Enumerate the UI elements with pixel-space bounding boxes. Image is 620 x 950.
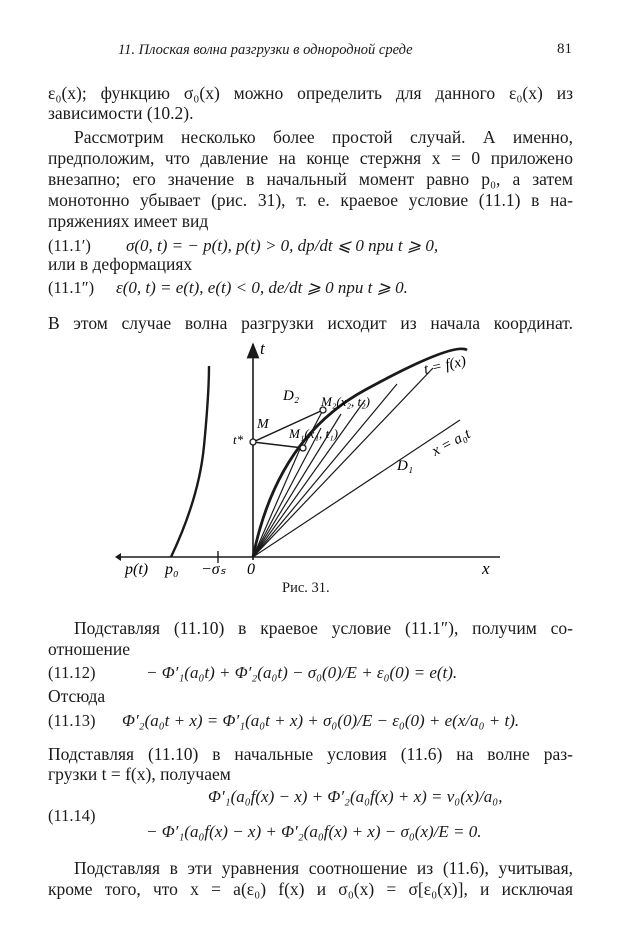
x-axis-label: x	[482, 559, 490, 578]
otsyuda-line: Отсюда	[48, 686, 106, 706]
t-axis-label: t	[260, 339, 265, 358]
para1-line2: зависимости (10.2).	[48, 103, 194, 123]
para6-line2: кроме того, что x = a(ε₀) f(x) и σ₀(x) = σ[ε₀(x)], и исключая	[48, 879, 573, 899]
para4-line1: Подставляя (11.10) в краевое условие (11.1″), получим со-	[74, 618, 573, 638]
figure-31	[115, 338, 515, 598]
eq-11-1p-body: σ(0, t) = − p(t), p(t) > 0, dp/dt ⩽ 0 при t ⩾ 0,	[126, 236, 439, 255]
characteristic-line	[253, 400, 365, 557]
para2-line3: внезапно; его значение в начальный момент равно p₀, а затем	[48, 169, 573, 189]
para5-line1: Подставляя (11.10) в начальные условия (11.6) на волне раз-	[48, 744, 573, 764]
eq-11-1pp-number: (11.1″)	[48, 278, 95, 297]
point-m1-label: M₁(x₁, t₁)	[289, 426, 338, 441]
para2-line1: Рассмотрим несколько более простой случай. А именно,	[74, 127, 573, 147]
region-d1-label: D₁	[397, 458, 414, 474]
eq-11-1pp-body: ε(0, t) = e(t), e(t) < 0, de/dt ⩾ 0 при t ⩾ 0.	[116, 278, 408, 297]
origin-label: 0	[247, 561, 255, 578]
para1-line1: ε₀(x); функцию σ₀(x) можно определить для данного ε₀(x) из	[48, 83, 573, 103]
line-x-a0t	[253, 420, 460, 557]
segment-m-m1	[253, 442, 303, 448]
running-header: 11. Плоская волна разгрузки в однородной среде	[118, 42, 413, 58]
eq-11-12-body: − Φ′₁(a₀t) + Φ′₂(a₀t) − σ₀(0)/E + ε₀(0) = e(t).	[146, 663, 458, 682]
eq-11-13-body: Φ′₂(a₀t + x) = Φ′₁(a₀t + x) + σ₀(0)/E − ε₀(0) + e(x/a₀ + t).	[122, 711, 520, 730]
deform-line: или в деформациях	[48, 254, 193, 274]
p0-label: p₀	[165, 561, 179, 578]
para4-line2: отношение	[48, 639, 131, 659]
para2-line5: пряжениях имеет вид	[48, 211, 209, 231]
region-d2-label: D₂	[283, 388, 300, 404]
para5-line2: грузки t = f(x), получаем	[48, 764, 231, 784]
para6-line1: Подставляя в эти уравнения соотношение из (11.6), учитывая,	[74, 858, 573, 878]
eq-11-14-number: (11.14)	[48, 806, 96, 825]
characteristic-line	[253, 428, 321, 557]
para2-line2: предположим, что давление на конце стержня x = 0 приложено	[48, 148, 573, 168]
para2-line4: монотонно убывает (рис. 31), т. е. краевое условие (11.1) в на-	[48, 190, 573, 210]
eq-11-14-row1: Φ′₁(a₀f(x) − x) + Φ′₂(a₀f(x) + x) = v₀(x)/a₀,	[208, 787, 503, 806]
eq-11-12-number: (11.12)	[48, 663, 96, 682]
point-m-label: M	[257, 417, 269, 432]
eq-11-14-row2: − Φ′₁(a₀f(x) − x) + Φ′₂(a₀f(x) + x) − σ₀(x)/E = 0.	[146, 822, 482, 841]
para3: В этом случае волна разгрузки исходит из начала координат.	[48, 313, 573, 333]
p-of-t-label: p(t)	[125, 561, 149, 578]
eq-11-13-number: (11.13)	[48, 711, 96, 730]
t-star-label: t*	[233, 432, 244, 447]
line-a0-label: x = a₀t	[429, 426, 474, 460]
point-m	[250, 439, 256, 445]
page-number: 81	[557, 41, 572, 57]
eq-11-1p-number: (11.1′)	[48, 236, 91, 255]
minus-sigma-s-label: −σₛ	[201, 561, 226, 578]
point-m2-label: M₂(x₂, t₂)	[321, 394, 370, 409]
p-of-t-curve	[171, 366, 209, 557]
point-m1	[300, 445, 306, 451]
figure-caption: Рис. 31.	[282, 580, 330, 596]
x-axis-left-arrow	[115, 553, 121, 561]
curve-f-label: t = f(x)	[422, 353, 468, 378]
